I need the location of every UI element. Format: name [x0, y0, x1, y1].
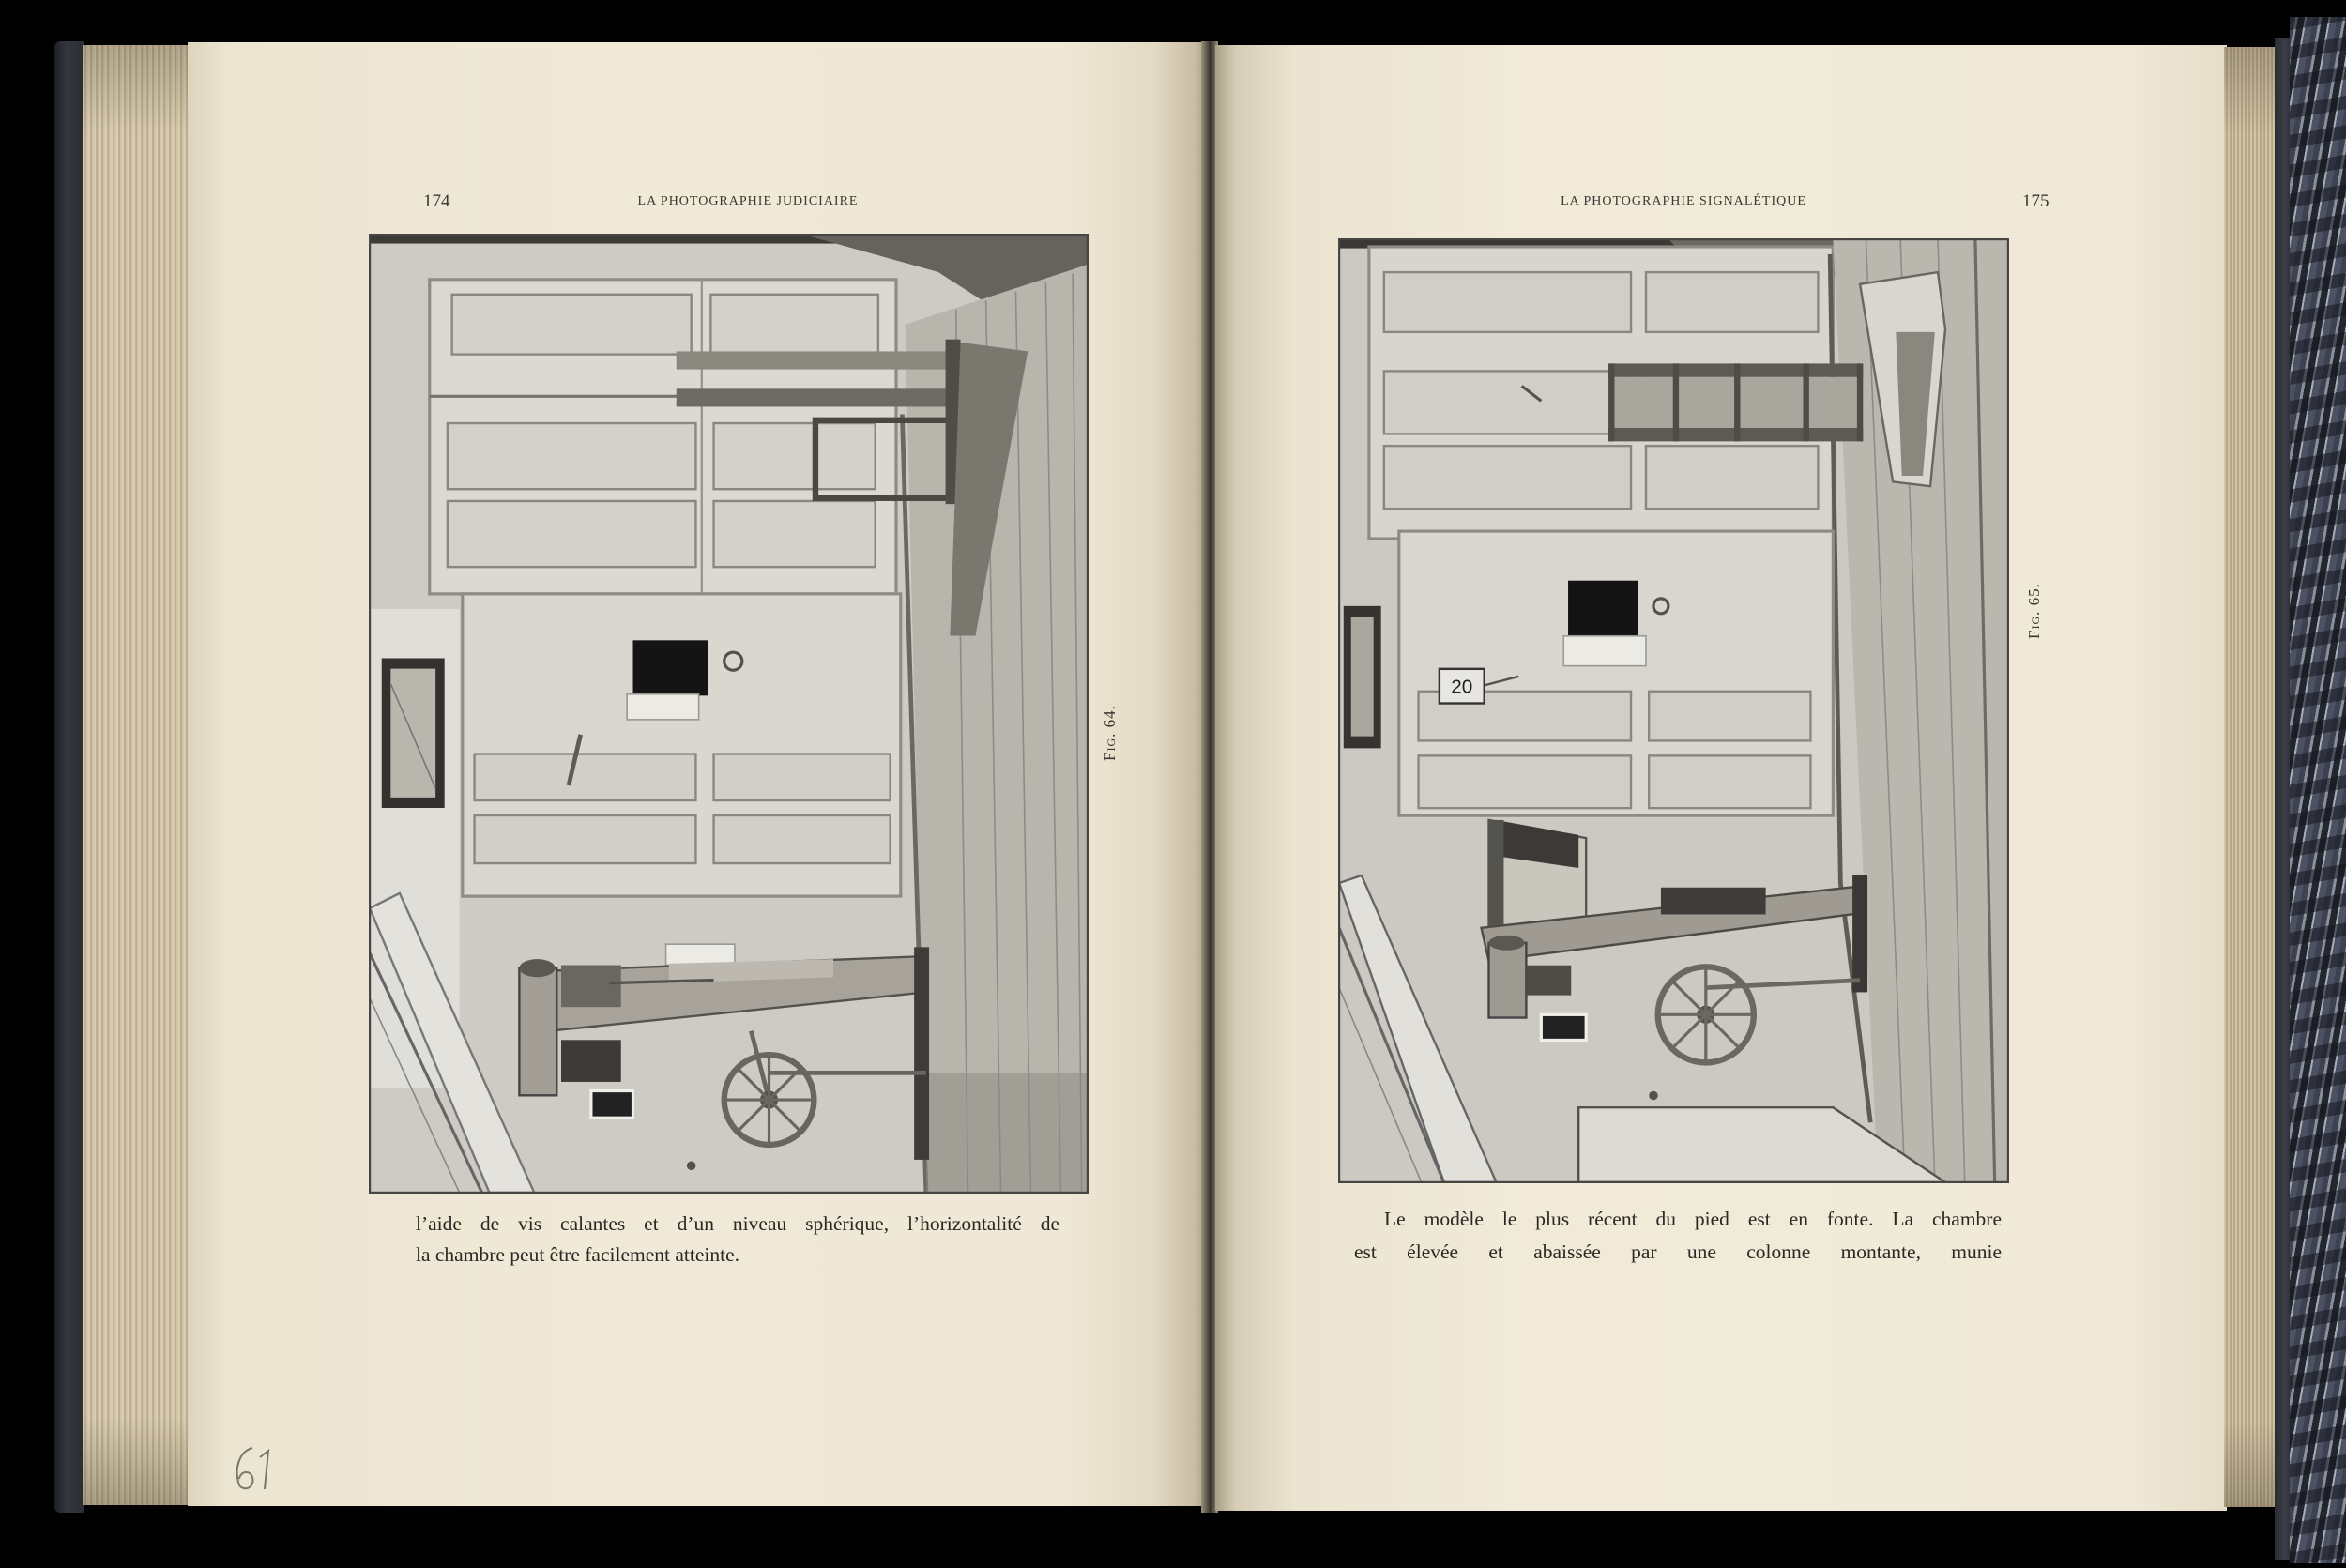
number-plaque	[1440, 669, 1485, 704]
wall-picture-frame	[382, 658, 445, 808]
figure-label: Fig. 65.	[2025, 583, 2043, 639]
page-edges-left	[83, 45, 190, 1505]
body-text-line: la chambre peut être facilement atteinte.	[416, 1243, 740, 1266]
lower-door	[1399, 531, 1834, 815]
body-text-line: Le modèle le plus récent du pied est en fonte. La chambre	[1384, 1208, 2002, 1230]
body-text-line: est élevée et abaissée par une colonne montante, munie	[1354, 1241, 2002, 1263]
figure-65-photo-image	[1339, 239, 2008, 1182]
figure-65-photo	[1339, 239, 2008, 1182]
right-page	[1215, 45, 2227, 1511]
door-window	[633, 640, 708, 695]
body-text-line: l’aide de vis calantes et d’un niveau sphérique, l’horizontalité de	[416, 1212, 1059, 1235]
book-cover-left-edge	[54, 41, 84, 1513]
page-edges-right	[2224, 47, 2277, 1507]
running-head: LA PHOTOGRAPHIE SIGNALÉTIQUE	[1561, 194, 1806, 208]
wall-picture-frame	[1344, 606, 1381, 749]
crank-wheel	[1658, 967, 1754, 1062]
crank-wheel	[724, 1055, 815, 1145]
lower-door	[463, 594, 901, 896]
left-page	[188, 42, 1206, 1506]
page-number: 174	[423, 191, 450, 211]
pencil-mark	[230, 1439, 277, 1499]
figure-label: Fig. 64.	[1101, 705, 1119, 761]
figure-64-photo-image	[370, 235, 1088, 1193]
door-window	[1568, 581, 1638, 636]
running-head: LA PHOTOGRAPHIE JUDICIAIRE	[637, 194, 859, 208]
figure-64-photo	[370, 235, 1088, 1193]
marbled-cover-paper	[2290, 17, 2346, 1563]
plaque-number: 20	[1451, 676, 1473, 698]
upper-door	[430, 280, 896, 594]
page-number: 175	[2022, 191, 2049, 211]
